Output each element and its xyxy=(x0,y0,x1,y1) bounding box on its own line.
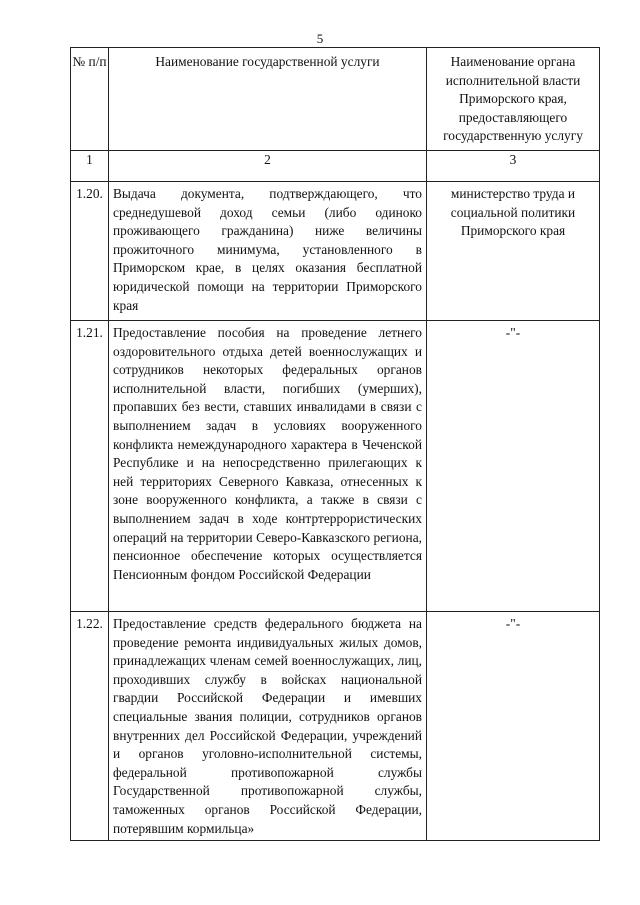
header-number: № п/п xyxy=(71,48,109,151)
service-name: Выдача документа, подтверждающего, что среднедушевой доход семьи (либо одиноко проживающего гражданина) ниже величины прожиточного минимума, установленного в Приморском крае, в целях оказания бесплатной юридической помощи на территории Приморского края xyxy=(109,181,427,320)
page-number: 5 xyxy=(316,31,324,46)
column-index-3: 3 xyxy=(427,150,600,181)
header-organ-name: Наименование органа исполнительной власти Приморского края, предоставляющего государственную услугу xyxy=(427,48,600,151)
services-table xyxy=(70,47,600,841)
header-service-name: Наименование государственной услуги xyxy=(109,48,427,151)
organ-name: министерство труда и социальной политики Приморского края xyxy=(427,181,600,320)
row-number: 1.20. xyxy=(71,181,109,320)
table-row xyxy=(71,181,600,320)
service-name: Предоставление средств федерального бюджета на проведение ремонта индивидуальных жилых домов, принадлежащих членам семей военнослужащих, лиц, проходивших службу в войсках национальной гвардии Российской Федерации и имевших специальные звания полиции, сотрудников органов внутренних дел Российской Федерации, учреждений и органов уголовно-исполнительной системы, федеральной противопожарной службы Государственной противопожарной службы, таможенных органов Российской Федерации, потерявшим кормильца» xyxy=(109,611,427,840)
row-number: 1.21. xyxy=(71,320,109,611)
organ-name: -"- xyxy=(427,320,600,611)
row-number: 1.22. xyxy=(71,611,109,840)
column-index-row xyxy=(71,150,600,181)
column-index-2: 2 xyxy=(109,150,427,181)
organ-name: -"- xyxy=(427,611,600,840)
column-index-1: 1 xyxy=(71,150,109,181)
service-name: Предоставление пособия на проведение летнего оздоровительного отдыха детей военнослужащих и сотрудников некоторых федеральных органов исполнительной власти, погибших (умерших), пропавших без вести, ставших инвалидами в связи с выполнением задач в условиях вооруженного конфликта немеждународного характера в Чеченской Республике и на непосредственно прилегающих к ней территориях Северного Кавказа, отнесенных к зоне вооруженного конфликта, а также в связи с выполнением задач в ходе контртеррористических операций на территории Северо-Кавказского региона, пенсионное обеспечение которых осуществляется Пенсионным фондом Российской Федерации xyxy=(109,320,427,611)
table-header-row xyxy=(71,48,600,151)
table-row xyxy=(71,611,600,840)
table-row xyxy=(71,320,600,611)
